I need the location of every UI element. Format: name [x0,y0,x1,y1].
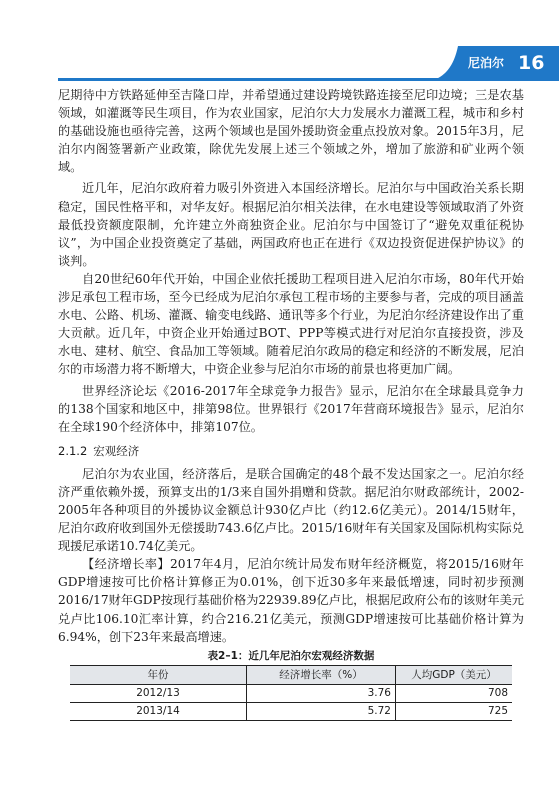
table-cell-year: 2012/13 [70,684,247,702]
macro-economic-table [70,665,512,721]
table-header-growth-rate: 经济增长率（%） [247,665,396,684]
table-cell-year: 2013/14 [70,702,247,720]
section-number: 2.1.2 [58,443,88,458]
page-number: 16 [518,52,545,74]
paragraph-economy-overview: 尼泊尔为农业国，经济落后，是联合国确定的48个最不发达国家之一。尼泊尔经济严重依赖外援，预算支出的1/3来自国外捐赠和贷款。据尼泊尔财政部统计，2002-2005年各种项目的外援协议金额总计930亿卢比（约12.6亿美元）。2014/15财年，尼泊尔政府收到国外无偿援助743.6亿卢比。2015/16财年有关国家及国际机构实际兑现援尼承诺10.74亿美元。 [58,466,524,554]
main-content [58,86,524,721]
table-cell-gdp-per-capita: 725 [396,702,513,720]
page-header [0,0,559,86]
table-row [70,702,512,720]
paragraph-foreign-investment: 近几年，尼泊尔政府着力吸引外资进入本国经济增长。尼泊尔与中国政治关系长期稳定，国民性格平和，对华友好。根据尼泊尔相关法律，在水电建设等领域取消了外资最低投资额度限制，允许建立外商独资企业。尼泊尔与中国签订了“避免双重征税协议”，为中国企业投资奠定了基础，两国政府也正在进行《双边投资促进保护协议》的谈判。 [58,181,524,268]
running-header-country: 尼泊尔 [468,56,505,70]
table-cell-growth-rate: 3.76 [247,684,396,702]
table-cell-gdp-per-capita: 708 [396,684,513,702]
paragraph-competitiveness: 世界经济论坛《2016-2017年全球竞争力报告》显示，尼泊尔在全球最具竞争力的138个国家和地区中，排第98位。世界银行《2017年营商环境报告》显示，尼泊尔在全球190个经济体中，排第107位。 [58,383,524,434]
table-header-year: 年份 [70,665,247,684]
table-caption: 表2–1：近几年尼泊尔宏观经济数据 [207,649,375,662]
table-header-gdp-per-capita: 人均GDP（美元） [396,665,513,684]
table-row [70,684,512,702]
table-cell-growth-rate: 5.72 [247,702,396,720]
section-title: 宏观经济 [93,443,140,458]
section-heading [58,443,524,459]
table-header-row [70,665,512,684]
paragraph-chinese-enterprises: 自20世纪60年代开始，中国企业依托援助工程项目进入尼泊尔市场，80年代开始涉足承包工程市场，至今已经成为尼泊尔承包工程市场的主要参与者，完成的项目涵盖水电、公路、机场、灌溉、输变电线路、通讯等多个行业，为尼泊尔经济建设作出了重大贡献。近几年，中资企业开始通过BOT、PPP等模式进行对尼泊尔直接投资，涉及水电、建材、航空、食品加工等领域。随着尼泊尔政局的稳定和经济的不断发展，尼泊尔的市场潜力将不断增大，中资企业参与尼泊尔市场的前景也将更加广阔。 [58,271,524,377]
paragraph-continued: 尼期待中方铁路延伸至吉隆口岸，并希望通过建设跨境铁路连接至尼印边境；三是农基领域，如灌溉等民生项目，作为农业国家，尼泊尔大力发展水力灌溉工程，城市和乡村的基础设施也亟待完善，这两个领域也是国外援助资金重点投放对象。2015年3月，尼泊尔内阁签署新产业政策，除优先发展上述三个领域之外，增加了旅游和矿业两个领域。 [58,88,524,175]
paragraph-growth-rate: 【经济增长率】2017年4月，尼泊尔统计局发布财年经济概览，将2015/16财年GDP增速按可比价格计算修正为0.01%，创下近30多年来最低增速，同时初步预测2016/17财年GDP按现行基础价格为22939.89亿卢比，根据尼政府公布的该财年美元兑卢比106.10汇率计算，约合216.21亿美元，预测GDP增速按可比基础价格计算为6.94%，创下23年来最高增速。 [58,557,524,644]
